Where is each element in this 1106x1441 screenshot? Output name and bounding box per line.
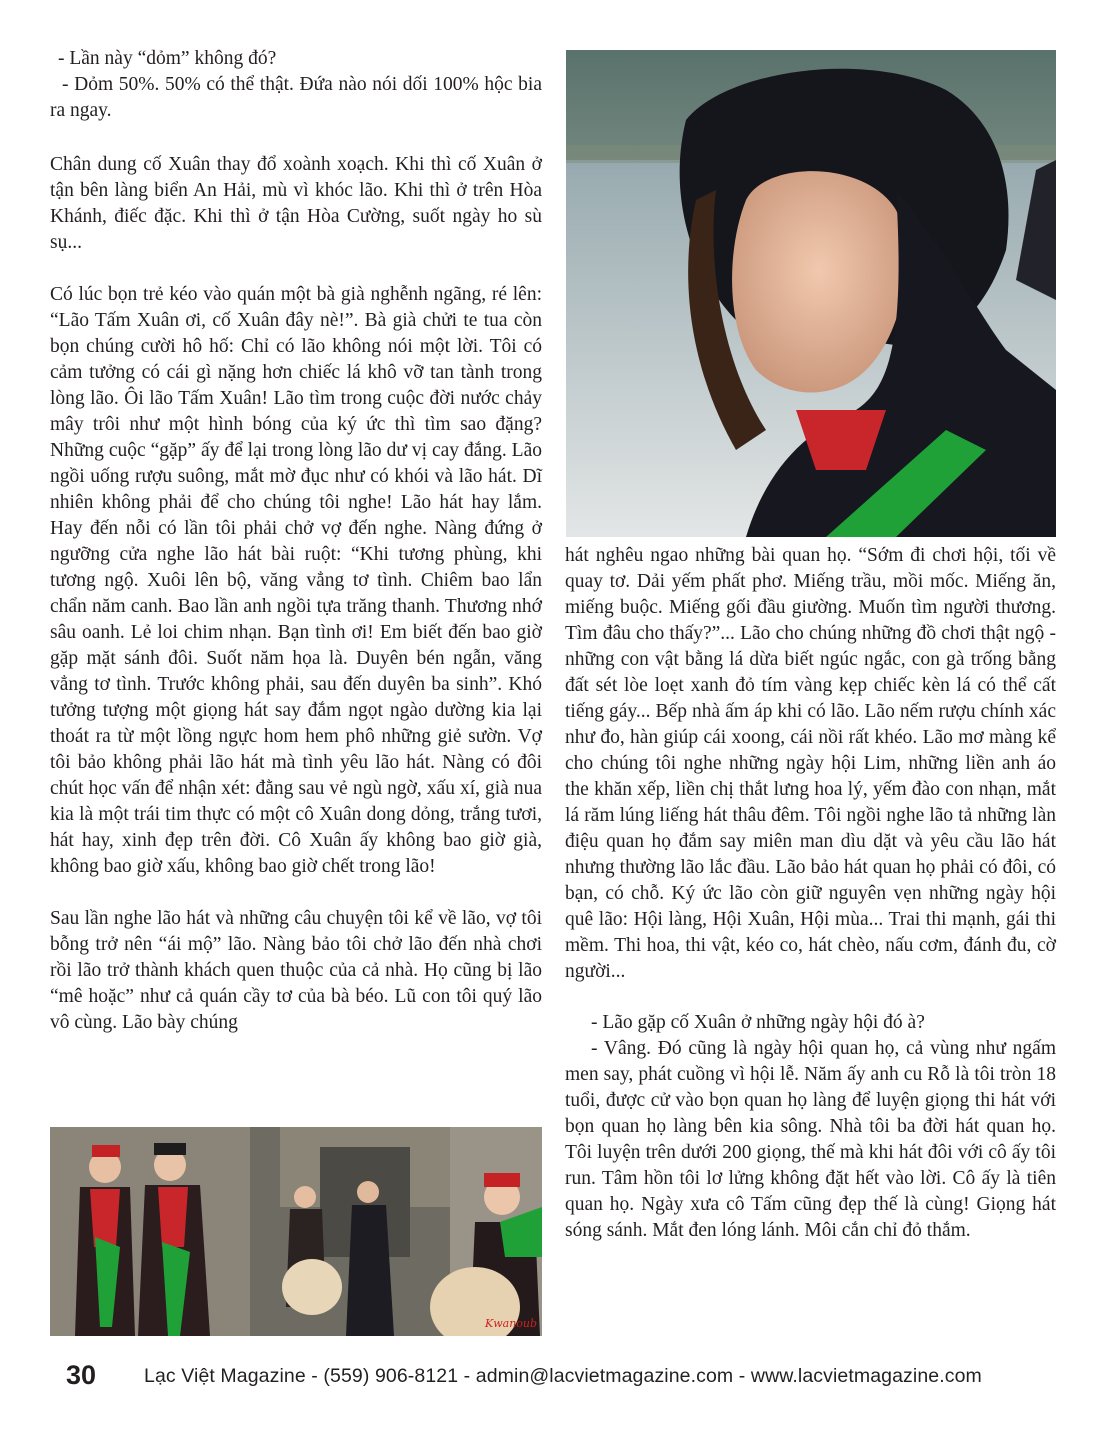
portrait-illustration <box>566 50 1056 537</box>
portrait-photo <box>566 50 1056 537</box>
footer-contact-line: Lạc Việt Magazine - (559) 906-8121 - admin@lacvietmagazine.com - www.lacvietmagazine.com <box>144 1365 982 1387</box>
group-photo-illustration <box>50 1127 542 1336</box>
dialogue-line: - Vâng. Đó cũng là ngày hội quan họ, cả vùng như ngấm men say, phát cuồng vì hội lễ. Năm ấy anh cu Rỗ là tôi tròn 18 tuổi, được cử vào bọn quan họ làng để luyện giọng thi hát với bọn quan họ làng bên kia sông. Nhà tôi ba đời hát quan họ. Tôi luyện trên dưới 200 giọng, thế mà khi hát đôi với cô ấy tôi run. Tâm hồn tôi lơ lửng không đặt hết vào lời. Cô ấy là tiên quan họ. Ngày xưa cô Tấm cũng đẹp thế là cùng! Giọng hát sóng sánh. Mắt đen lóng lánh. Môi cắn chỉ đỏ thắm. <box>565 1038 1056 1241</box>
dialogue-line: - Lão gặp cố Xuân ở những ngày hội đó à? <box>591 1012 925 1033</box>
right-text-column <box>565 543 1056 1244</box>
dialogue-line: - Dỏm 50%. 50% có thể thật. Đứa nào nói dối 100% hộc bia ra ngay. <box>50 74 542 121</box>
group-photo <box>50 1127 542 1336</box>
paragraph: Chân dung cố Xuân thay đổ xoành xoạch. Khi thì cố Xuân ở tận bên làng biển An Hải, mù vì khóc lão. Khi thì ở trên Hòa Khánh, điếc đặc. Khi thì ở tận Hòa Cường, suốt ngày ho sù sụ... <box>50 154 542 253</box>
page-number: 30 <box>66 1360 97 1390</box>
paragraph: Sau lần nghe lão hát và những câu chuyện tôi kể về lão, vợ tôi bỗng trở nên “ái mộ” lão. Nàng bảo tôi chở lão đến nhà chơi rồi lão trở thành khách quen thuộc của cả nhà. Họ cũng bị lão “mê hoặc” như cả quán cầy tơ của bà béo. Lũ con tôi quý lão vô cùng. Lão bày chúng <box>50 908 542 1033</box>
left-text-column <box>50 46 542 1036</box>
paragraph: hát nghêu ngao những bài quan họ. “Sớm đi chơi hội, tối về quay tơ. Dải yếm phất phơ. Miếng trầu, mồi mốc. Miếng ăn, miếng buộc. Miếng gối đầu giường. Muốn tìm người thương. Tìm đâu cho thấy?”... Lão cho chúng những đồ chơi thật ngộ - những con vật bằng lá dừa biết ngúc ngắc, con gà trống bằng đất sét lòe loẹt xanh đỏ tím vàng kẹp chiếc kèn lá có thể cất tiếng gáy... Bếp nhà ấm áp khi có lão. Lão nếm rượu chính xác như đo, hàn giúp cái xoong, cái nồi rất khéo. Lão mơ màng kể cho chúng tôi nghe những ngày hội Lim, những liền anh áo the khăn xếp, liền chị thắt lưng hoa lý, yếm đào con nhạn, mắt lá răm lúng liếng hát thâu đêm. Tôi ngồi nghe lão tả những làn điệu quan họ đắm say miên man dìu dặt và yêu cầu lão hát nhưng thường lão lắc đầu. Lão bảo hát quan họ phải có đôi, có bạn, có chỗ. Ký ức lão còn giữ nguyên vẹn những ngày hội quê lão: Hội làng, Hội Xuân, Hội mùa... Trai thi mạnh, gái thi mềm. Thi hoa, thi vật, kéo co, hát chèo, nấu cơm, đánh đu, cờ người... <box>565 545 1056 982</box>
photo-watermark: Kwanoub <box>485 1317 538 1330</box>
dialogue-line: - Lần này “dỏm” không đó? <box>58 48 277 69</box>
page-footer <box>0 1358 1106 1398</box>
paragraph: Có lúc bọn trẻ kéo vào quán một bà già nghễnh ngãng, ré lên: “Lão Tấm Xuân ơi, cố Xuân đây nè!”. Bà già chửi te tua còn bọn chúng cười hô hố: Chỉ có lão không nói một lời. Tôi có cảm tưởng có cái gì nặng hơn chiếc lá khô vỡ tan tành trong lòng lão. Ôi lão Tấm Xuân! Lão tìm trong cuộc đời nước chảy mây trôi như một hình bóng của ký ức thì tìm sao đặng? Những cuộc “gặp” ấy để lại trong lòng lão dư vị cay đắng. Lão ngồi uống rượu suông, mắt mờ đục như có khói và lão hát. Dĩ nhiên không phải để cho chúng tôi nghe! Lão hát hay lắm. Hay đến nỗi có lần tôi phải chở vợ đến nghe. Nàng đứng ở ngưỡng cửa nghe lão hát bài ruột: “Khi tương phùng, khi tương ngộ. Xuôi lên bộ, văng vẳng tơ tình. Chiêm bao lẩn chẩn năm canh. Bao lần anh ngồi tựa trăng thanh. Thương nhớ sâu oanh. Lẻ loi chim nhạn. Bạn tình ơi! Em biết đến bao giờ gặp mặt sánh đôi. Suốt năm họa là. Duyên bén ngẫn, văng vẳng tơ tình. Trước không phải, sau đến duyên ba sinh”. Khó tưởng tượng một giọng hát say đắm ngọt ngào dường kia lại thoát ra từ một lồng ngực hom hem phô những giẻ sườn. Vợ tôi bảo không phải lão hát mà tình yêu lão hát. Nàng có đôi chút học vấn để nhận xét: đằng sau vẻ ngù ngờ, xấu xí, già nua kia là một trái tim thực có một cô Xuân dong dỏng, trắng tươi, hát hay, xinh đẹp trên đời. Cô Xuân ấy không bao giờ già, không bao giờ xấu, không bao giờ chết trong lão! <box>50 284 542 877</box>
